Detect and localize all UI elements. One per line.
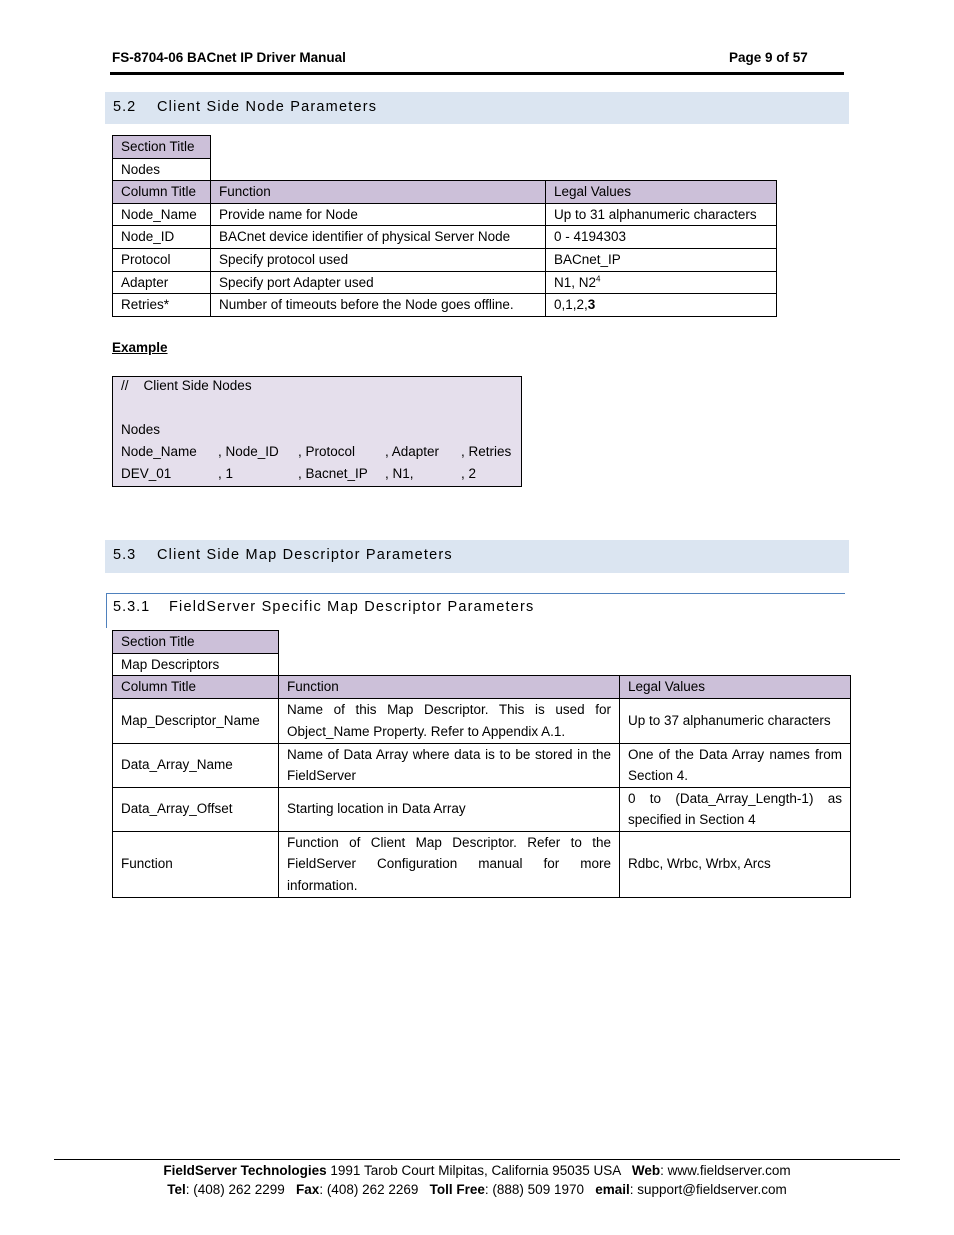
node-parameters-table bbox=[112, 180, 777, 317]
example-cell: , 1 bbox=[218, 466, 234, 481]
section-number: 5.3.1 bbox=[113, 599, 151, 615]
cell-column-title: Protocol bbox=[113, 248, 211, 271]
node-section-title-table bbox=[112, 135, 211, 182]
cell-column-title: Node_Name bbox=[113, 203, 211, 226]
cell-legal-values: 0 to (Data_Array_Length-1) as specified in Section 4 bbox=[620, 787, 851, 831]
cell-function: Specify port Adapter used bbox=[211, 271, 546, 294]
cell-column-title: Data_Array_Name bbox=[113, 743, 279, 787]
table-row bbox=[113, 226, 777, 249]
cell-function: Function of Client Map Descriptor. Refer to the FieldServer Configuration manual for more information. bbox=[279, 831, 620, 897]
example-cell: , Retries bbox=[461, 444, 512, 459]
column-header: Function bbox=[211, 181, 546, 204]
map-descriptor-parameters-table bbox=[112, 675, 851, 898]
example-cell: , N1, bbox=[385, 466, 414, 481]
cell-column-title: Node_ID bbox=[113, 226, 211, 249]
cell-legal-values: Rdbc, Wrbc, Wrbx, Arcs bbox=[620, 831, 851, 897]
footer-fax-value: : (408) 262 2269 bbox=[319, 1182, 430, 1197]
cell-column-title: Map_Descriptor_Name bbox=[113, 698, 279, 743]
header-rule bbox=[110, 72, 844, 75]
cell-legal-values: Up to 37 alphanumeric characters bbox=[620, 698, 851, 743]
footer-contact-line bbox=[0, 1182, 954, 1197]
cell-legal-values: One of the Data Array names from Section 4. bbox=[620, 743, 851, 787]
cell-legal-values: BACnet_IP bbox=[546, 248, 777, 271]
footer-tollfree-label: Toll Free bbox=[429, 1182, 485, 1197]
table-row bbox=[113, 294, 777, 317]
cell-column-title: Adapter bbox=[113, 271, 211, 294]
table-row bbox=[113, 743, 851, 787]
cell-legal-values: Up to 31 alphanumeric characters bbox=[546, 203, 777, 226]
section-title-label: Section Title bbox=[113, 631, 279, 654]
section-5-3-heading bbox=[105, 540, 849, 573]
page-number: Page 9 of 57 bbox=[729, 50, 808, 65]
table-row bbox=[113, 831, 851, 897]
section-title: Client Side Node Parameters bbox=[157, 99, 378, 115]
footer-rule bbox=[54, 1159, 900, 1160]
example-label: Example bbox=[112, 340, 168, 355]
legal-value-text: 0,1,2, bbox=[554, 297, 588, 313]
cell-column-title: Data_Array_Offset bbox=[113, 787, 279, 831]
footer-email-label: email bbox=[595, 1182, 630, 1197]
section-number: 5.2 bbox=[113, 99, 137, 115]
footer-web-label: Web bbox=[631, 1163, 661, 1178]
default-value: 3 bbox=[587, 297, 596, 313]
cell-column-title: Retries* bbox=[113, 294, 211, 317]
footer-email-value: : support@fieldserver.com bbox=[629, 1182, 787, 1197]
column-header: Function bbox=[279, 676, 620, 699]
column-header: Column Title bbox=[113, 676, 279, 699]
example-cell: , Bacnet_IP bbox=[298, 466, 368, 481]
column-header: Legal Values bbox=[620, 676, 851, 699]
example-cell: , 2 bbox=[461, 466, 477, 481]
table-row bbox=[113, 203, 777, 226]
example-cell: DEV_01 bbox=[121, 466, 172, 481]
footer-fax-label: Fax bbox=[296, 1182, 320, 1197]
example-cell: , Protocol bbox=[298, 444, 356, 459]
table-row bbox=[113, 698, 851, 743]
section-5-3-1-heading bbox=[106, 593, 845, 628]
footer-tel-value: : (408) 262 2299 bbox=[185, 1182, 297, 1197]
cell-function: Specify protocol used bbox=[211, 248, 546, 271]
footer-tel-label: Tel bbox=[167, 1182, 186, 1197]
section-title-value: Nodes bbox=[113, 158, 211, 181]
footer-address: 1991 Tarob Court Milpitas, California 95035 USA bbox=[326, 1163, 632, 1178]
example-keyword: Nodes bbox=[121, 422, 161, 437]
cell-function: Number of timeouts before the Node goes offline. bbox=[211, 294, 546, 317]
table-row bbox=[113, 271, 777, 294]
section-5-2-heading bbox=[105, 92, 849, 124]
cell-function: Name of this Map Descriptor. This is used for Object_Name Property. Refer to Appendix A.1. bbox=[279, 698, 620, 743]
column-header: Column Title bbox=[113, 181, 211, 204]
footnote-marker: 4 bbox=[596, 274, 601, 283]
cell-column-title: Function bbox=[113, 831, 279, 897]
example-cell: Node_Name bbox=[121, 444, 197, 459]
table-header-row bbox=[113, 181, 777, 204]
map-descriptor-section-title-table bbox=[112, 630, 279, 676]
section-title-value: Map Descriptors bbox=[113, 653, 279, 676]
legal-value-text: N1, N2 bbox=[554, 274, 597, 290]
section-title-label: Section Title bbox=[113, 136, 211, 159]
cell-legal-values: 0 - 4194303 bbox=[546, 226, 777, 249]
section-number: 5.3 bbox=[113, 547, 137, 563]
table-row bbox=[113, 787, 851, 831]
section-title: FieldServer Specific Map Descriptor Parameters bbox=[169, 599, 535, 615]
footer-tollfree-value: : (888) 509 1970 bbox=[484, 1182, 596, 1197]
table-row bbox=[113, 248, 777, 271]
cell-function: Name of Data Array where data is to be stored in the FieldServer bbox=[279, 743, 620, 787]
section-title: Client Side Map Descriptor Parameters bbox=[157, 547, 453, 563]
example-cell: , Adapter bbox=[385, 444, 440, 459]
cell-function: Provide name for Node bbox=[211, 203, 546, 226]
example-comment: // Client Side Nodes bbox=[121, 378, 252, 393]
column-header: Legal Values bbox=[546, 181, 777, 204]
footer-company: FieldServer Technologies bbox=[163, 1163, 327, 1178]
table-header-row bbox=[113, 676, 851, 699]
cell-function: BACnet device identifier of physical Server Node bbox=[211, 226, 546, 249]
footer-address-line bbox=[0, 1163, 954, 1178]
footer-web-value: : www.fieldserver.com bbox=[660, 1163, 791, 1178]
cell-legal-values bbox=[546, 294, 777, 317]
cell-legal-values bbox=[546, 271, 777, 294]
example-cell: , Node_ID bbox=[218, 444, 279, 459]
example-code-box bbox=[112, 376, 522, 487]
document-title: FS-8704-06 BACnet IP Driver Manual bbox=[112, 50, 346, 65]
cell-function: Starting location in Data Array bbox=[279, 787, 620, 831]
